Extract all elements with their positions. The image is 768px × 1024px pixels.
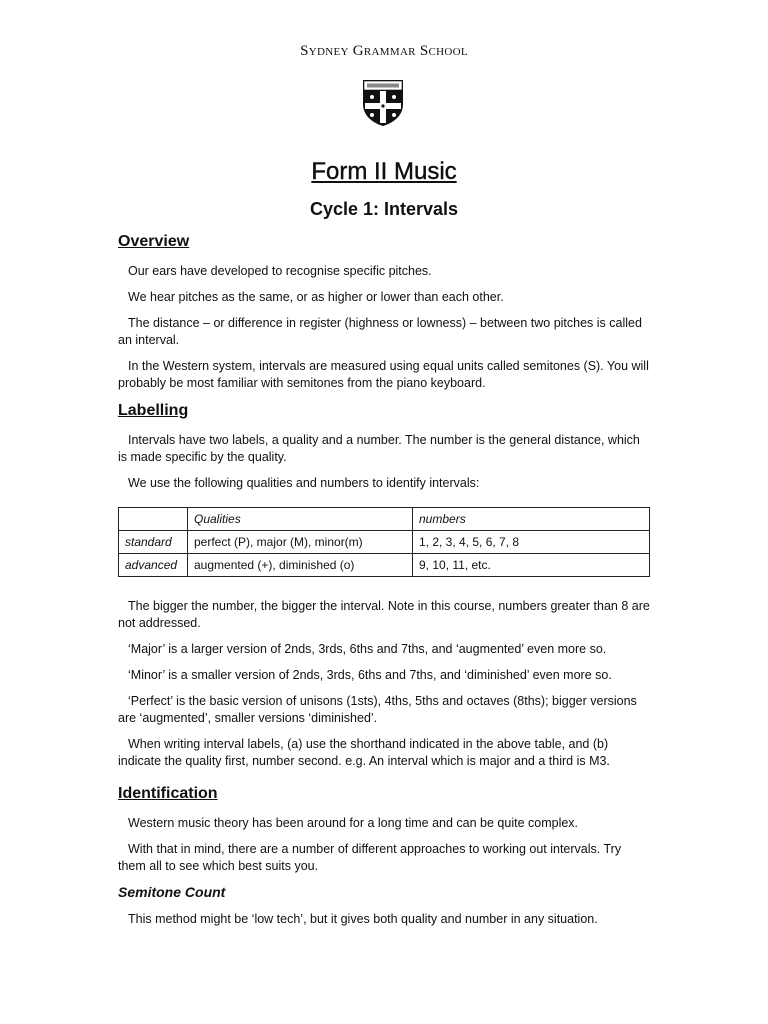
identification-paragraph-3: This method might be ‘low tech’, but it gives both quality and number in any situation.: [128, 912, 598, 926]
table-row: [119, 531, 650, 554]
table-header-cell: Qualities: [188, 508, 413, 531]
heading-identification: Identification: [118, 785, 218, 802]
identification-paragraph-2: With that in mind, there are a number of different approaches to working out intervals. Try them all to see which best suits you.: [118, 842, 622, 873]
labelling-paragraph-7: When writing interval labels, (a) use the shorthand indicated in the above table, and (b) indicate the quality first, number second. e.g. An interval which is major and a third is M3.: [118, 737, 610, 768]
labelling-paragraph-2: We use the following qualities and numbers to identify intervals:: [128, 476, 480, 490]
table-cell: 1, 2, 3, 4, 5, 6, 7, 8: [413, 531, 650, 554]
labelling-paragraph-1: Intervals have two labels, a quality and a number. The number is the general distance, which is made specific by the quality.: [118, 433, 640, 464]
table-cell: augmented (+), diminished (o): [188, 554, 413, 577]
overview-paragraph-2: We hear pitches as the same, or as higher or lower than each other.: [128, 290, 504, 304]
heading-labelling: Labelling: [118, 402, 189, 419]
school-name: Sydney Grammar School: [300, 43, 468, 59]
table-cell: standard: [119, 531, 188, 554]
labelling-paragraph-4: ‘Major’ is a larger version of 2nds, 3rds, 6ths and 7ths, and ‘augmented’ even more so.: [128, 642, 607, 656]
overview-paragraph-4: In the Western system, intervals are measured using equal units called semitones (S). You will probably be most familiar with semitones from the piano keyboard.: [118, 359, 649, 390]
table-header-cell: [119, 508, 188, 531]
labelling-paragraph-3: The bigger the number, the bigger the interval. Note in this course, numbers greater than 8 are not addressed.: [118, 599, 650, 630]
labelling-paragraph-5: ‘Minor’ is a smaller version of 2nds, 3rds, 6ths and 7ths, and ‘diminished’ even more so.: [128, 668, 612, 682]
subheading-semitone-count: Semitone Count: [118, 884, 226, 900]
qualities-numbers-table: [118, 507, 650, 577]
table-cell: 9, 10, 11, etc.: [413, 554, 650, 577]
page-title: Form II Music: [311, 158, 457, 185]
table-header-cell: numbers: [413, 508, 650, 531]
table-row: [119, 554, 650, 577]
school-crest-icon: [360, 78, 406, 128]
labelling-paragraph-6: ‘Perfect’ is the basic version of unisons (1sts), 4ths, 5ths and octaves (8ths); bigger versions are ‘augmented’, smaller versions ‘diminished’.: [118, 694, 637, 725]
heading-overview: Overview: [118, 233, 190, 250]
table-cell: advanced: [119, 554, 188, 577]
page-subtitle: Cycle 1: Intervals: [309, 199, 459, 219]
table-cell: perfect (P), major (M), minor(m): [188, 531, 413, 554]
overview-paragraph-1: Our ears have developed to recognise specific pitches.: [128, 264, 432, 278]
identification-paragraph-1: Western music theory has been around for a long time and can be quite complex.: [128, 816, 579, 830]
overview-paragraph-3: The distance – or difference in register (highness or lowness) – between two pitches is called an interval.: [118, 316, 642, 347]
table-header-row: [119, 508, 650, 531]
